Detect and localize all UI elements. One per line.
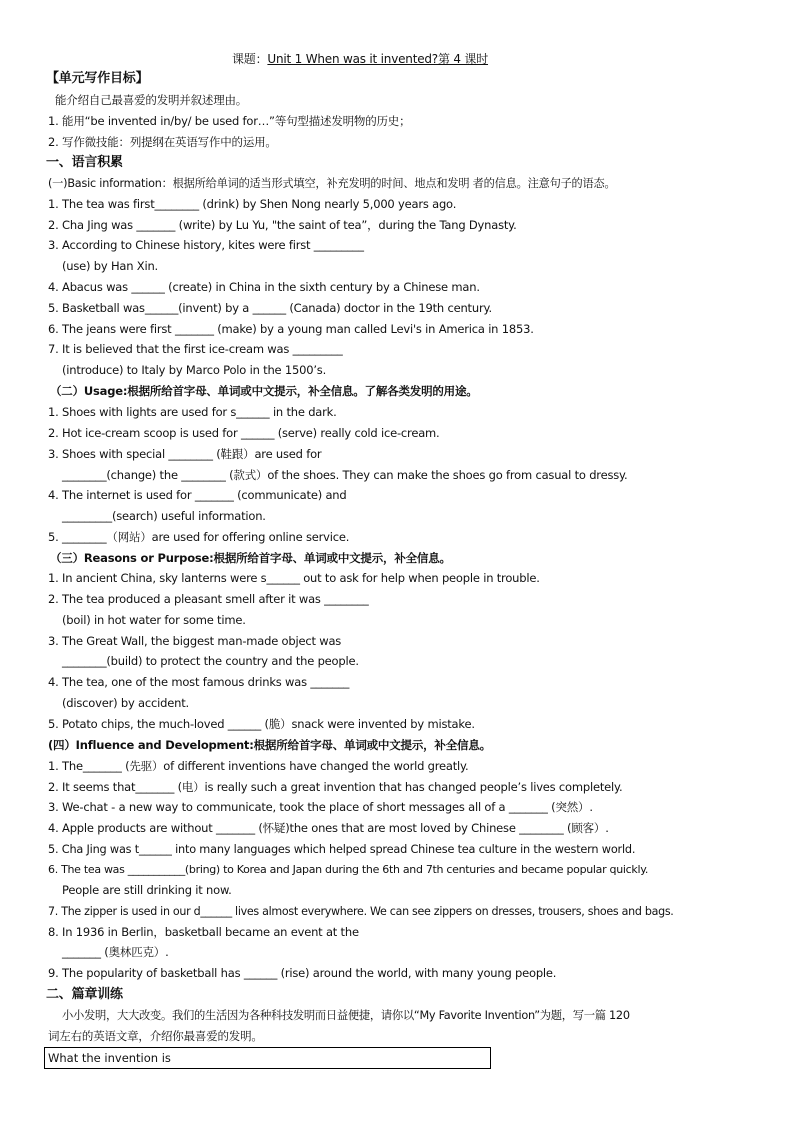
part1-heading: (一)Basic information：根据所给单词的适当形式填空，补充发明的时间、地点和发明 者的信息。注意句子的语态。 [48,177,616,190]
part3-line: (discover) by accident. [62,696,189,710]
part4-line: 4. Apple products are without _______ (怀疑)the ones that are most loved by Chinese ________ (顾客）. [48,821,609,835]
outline-box-label: What the invention is [48,1051,171,1065]
goals-item-2: 2. 写作微技能：列提纲在英语写作中的运用。 [48,135,277,149]
section2-prompt-line-2: 词左右的英语文章，介绍你最喜爱的发明。 [48,1029,263,1043]
section1-heading: 一、语言积累 [46,155,123,170]
part2-line: ________(change) the ________ (款式）of the shoes. They can make the shoes go from casual to dressy. [62,468,628,482]
title-prefix: 课题： [232,52,268,66]
part4-line: 6. The tea was ___________(bring) to Korea and Japan during the 6th and 7th centuries and became popular quickly. [48,863,649,876]
part1-line: (use) by Han Xin. [62,259,159,273]
part4-line: People are still drinking it now. [62,883,232,897]
part1-line: 2. Cha Jing was _______ (write) by Lu Yu, "the saint of tea”，during the Tang Dynasty. [48,218,517,232]
part2-line: 3. Shoes with special ________ (鞋跟）are used for [48,447,322,461]
part4-line: 7. The zipper is used in our d______ lives almost everywhere. We can see zippers on dresses, trousers, shoes and bags. [48,905,674,918]
part3-line: 5. Potato chips, the much-loved ______ (脆）snack were invented by mistake. [48,717,475,731]
part4-line: 8. In 1936 in Berlin，basketball became an event at the [48,925,359,939]
part2-line: _________(search) useful information. [62,509,266,523]
part3-line: 3. The Great Wall, the biggest man-made object was [48,634,342,648]
outline-box[interactable] [44,1047,491,1069]
title-unit: Unit 1 When was it invented?第 4 课时 [267,52,489,66]
part4-heading: (四）Influence and Development:根据所给首字母、单词或中文提示，补全信息。 [48,738,491,752]
part4-line: 2. It seems that_______ (电）is really such a great invention that has changed people’s lives completely. [48,780,623,794]
part1-line: 4. Abacus was ______ (create) in China in the sixth century by a Chinese man. [48,280,480,294]
goals-heading: 【单元写作目标】 [46,71,149,86]
part2-heading: （二）Usage:根据所给首字母、单词或中文提示，补全信息。了解各类发明的用途。 [50,384,478,398]
part2-line: 1. Shoes with lights are used for s______ in the dark. [48,405,337,419]
part3-line: 4. The tea, one of the most famous drinks was _______ [48,675,350,689]
part3-line: 1. In ancient China, sky lanterns were s______ out to ask for help when people in trouble. [48,571,540,585]
part2-line: 4. The internet is used for _______ (communicate) and [48,488,347,502]
part4-line: 3. We-chat - a new way to communicate, took the place of short messages all of a _______ (突然）. [48,800,593,814]
goals-intro: 能介绍自己最喜爱的发明并叙述理由。 [55,93,248,107]
part1-line: 5. Basketball was______(invent) by a ______ (Canada) doctor in the 19th century. [48,301,492,315]
part1-line: 7. It is believed that the first ice-cream was _________ [48,342,343,356]
goals-item-1: 1. 能用“be invented in/by/ be used for…”等句型描述发明物的历史； [48,114,411,128]
part4-line: 1. The_______ (先驱）of different inventions have changed the world greatly. [48,759,469,773]
part3-heading: （三）Reasons or Purpose:根据所给首字母、单词或中文提示，补全信息。 [50,551,451,565]
lesson-title [232,52,488,67]
section2-heading: 二、篇章训练 [46,987,123,1002]
part1-line: 6. The jeans were first _______ (make) by a young man called Levi's in America in 1853. [48,322,534,336]
part1-line: 3. According to Chinese history, kites were first _________ [48,238,364,252]
part2-line: 5. ________（网站）are used for offering online service. [48,530,350,544]
part3-line: ________(build) to protect the country and the people. [62,654,359,668]
part4-line: _______ (奥林匹克）. [62,945,169,959]
part3-line: (boil) in hot water for some time. [62,613,246,627]
part4-line: 9. The popularity of basketball has ______ (rise) around the world, with many young people. [48,966,557,980]
part1-line: (introduce) to Italy by Marco Polo in the 1500’s. [62,363,327,377]
part2-line: 2. Hot ice-cream scoop is used for ______ (serve) really cold ice-cream. [48,426,440,440]
part1-line: 1. The tea was first________ (drink) by Shen Nong nearly 5,000 years ago. [48,197,457,211]
part3-line: 2. The tea produced a pleasant smell after it was ________ [48,592,369,606]
section2-prompt-line-1: 小小发明，大大改变。我们的生活因为各种科技发明而日益便捷，请你以“My Favorite Invention”为题，写一篇 120 [62,1009,630,1022]
part4-line: 5. Cha Jing was t______ into many languages which helped spread Chinese tea culture in the western world. [48,843,636,856]
